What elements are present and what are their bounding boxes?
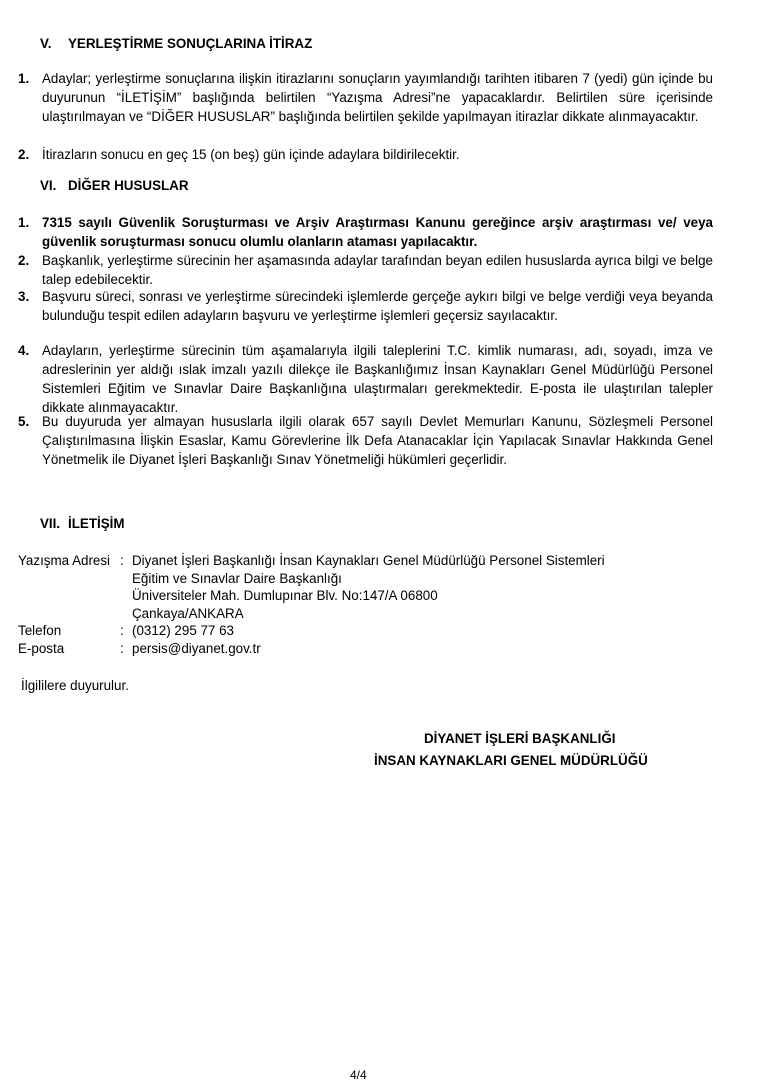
item-text: İtirazların sonucu en geç 15 (on beş) gün içinde adaylara bildirilecektir. [42,147,460,162]
address-line-1: Diyanet İşleri Başkanlığı İnsan Kaynakları Genel Müdürlüğü Personel Sistemleri [132,553,605,568]
section-6-item-5 [18,412,713,469]
section-7-title: İLETİŞİM [68,516,125,531]
signature-line-2: İNSAN KAYNAKLARI GENEL MÜDÜRLÜĞÜ [374,753,648,768]
section-6-item-2 [18,251,713,289]
email-address[interactable]: persis@diyanet.gov.tr [132,640,261,656]
section-5-title: YERLEŞTİRME SONUÇLARINA İTİRAZ [68,36,313,51]
item-number: 1. [18,71,30,86]
item-text: Adayların, yerleştirme sürecinin tüm aşamalarıyla ilgili taleplerini T.C. kimlik numarası, adı, soyadı, imza ve adreslerinin yer aldığı ıslak imzalı yazılı dilekçe ile Başkanlığımız İnsan Kaynakları Genel Müdürlüğü Personel Sistemleri Eğitim ve Sınavlar Daire Başkanlığına ulaştırmaları gerekmektedir. E-posta ile ulaştırılan talepler dikkate alınmayacaktır. [42,343,713,415]
phone-number: (0312) 295 77 63 [132,623,234,638]
item-number: 3. [18,289,30,304]
colon: : [120,553,124,568]
section-6-item-3 [18,287,713,325]
colon: : [120,623,124,638]
address-row [18,570,605,588]
section-6-item-1 [18,213,713,251]
item-text: Başkanlık, yerleştirme sürecinin her aşamasında adaylar tarafından beyan edilen hususlarda ayrıca bilgi ve belge talep edebilecektir. [42,253,713,287]
colon: : [120,640,124,656]
contact-block [18,552,605,657]
email-label: E-posta [18,640,65,656]
item-number: 5. [18,414,30,429]
item-number: 4. [18,343,30,358]
section-6-item-4 [18,341,713,417]
phone-label: Telefon [18,623,62,638]
address-row [18,605,605,623]
section-7-number: VII. [40,516,61,531]
phone-row [18,622,605,640]
section-6-heading [40,178,189,193]
email-row [18,640,605,658]
address-line-3: Üniversiteler Mah. Dumlupınar Blv. No:147/A 06800 [132,588,438,603]
page-number: 4/4 [350,1068,367,1082]
section-5-number: V. [40,36,52,51]
closing-text: İlgililere duyurulur. [21,678,129,693]
item-text: 7315 sayılı Güvenlik Soruşturması ve Arşiv Araştırması Kanunu gereğince arşiv araştırması ve/ veya güvenlik soruşturması sonucu olumlu olanların ataması yapılacaktır. [42,215,713,249]
item-text: Bu duyuruda yer almayan hususlarla ilgili olarak 657 sayılı Devlet Memurları Kanunu, Sözleşmeli Personel Çalıştırılmasına İlişkin Esaslar, Kamu Görevlerine İlk Defa Atanacaklar İçin Yapılacak Sınavlar Hakkında Genel Yönetmelik ile Diyanet İşleri Başkanlığı Sınav Yönetmeliği hükümleri geçerlidir. [42,414,713,467]
section-5-heading [40,36,312,51]
address-row [18,587,605,605]
item-number: 2. [18,253,30,268]
section-7-heading [40,516,125,531]
section-5-item-2 [18,145,713,164]
item-number: 2. [18,147,30,162]
address-line-2: Eğitim ve Sınavlar Daire Başkanlığı [132,570,342,586]
address-row [18,552,605,570]
address-line-4: Çankaya/ANKARA [132,605,244,621]
section-6-title: DİĞER HUSUSLAR [68,178,189,193]
item-number: 1. [18,215,30,230]
signature-line-1: DİYANET İŞLERİ BAŞKANLIĞI [424,731,616,746]
item-text: Adaylar; yerleştirme sonuçlarına ilişkin itirazlarını sonuçların yayımlandığı tarihten itibaren 7 (yedi) gün içinde bu duyurunun “İLETİŞİM” başlığında belirtilen “Yazışma Adresi”ne yapacaklardır. Belirtilen süre içerisinde ulaştırılmayan ve “DİĞER HUSUSLAR” başlığında belirtilen şekilde yapılmayan itirazlar dikkate alınmayacaktır. [42,71,713,124]
address-label: Yazışma Adresi [18,553,111,568]
section-5-item-1 [18,69,713,126]
section-6-number: VI. [40,178,57,193]
item-text: Başvuru süreci, sonrası ve yerleştirme sürecindeki işlemlerde gerçeğe aykırı bilgi ve belge verdiği veya beyanda bulunduğu tespit edilen adayların başvuru ve yerleştirme işlemleri geçersiz sayılacaktır. [42,289,713,323]
